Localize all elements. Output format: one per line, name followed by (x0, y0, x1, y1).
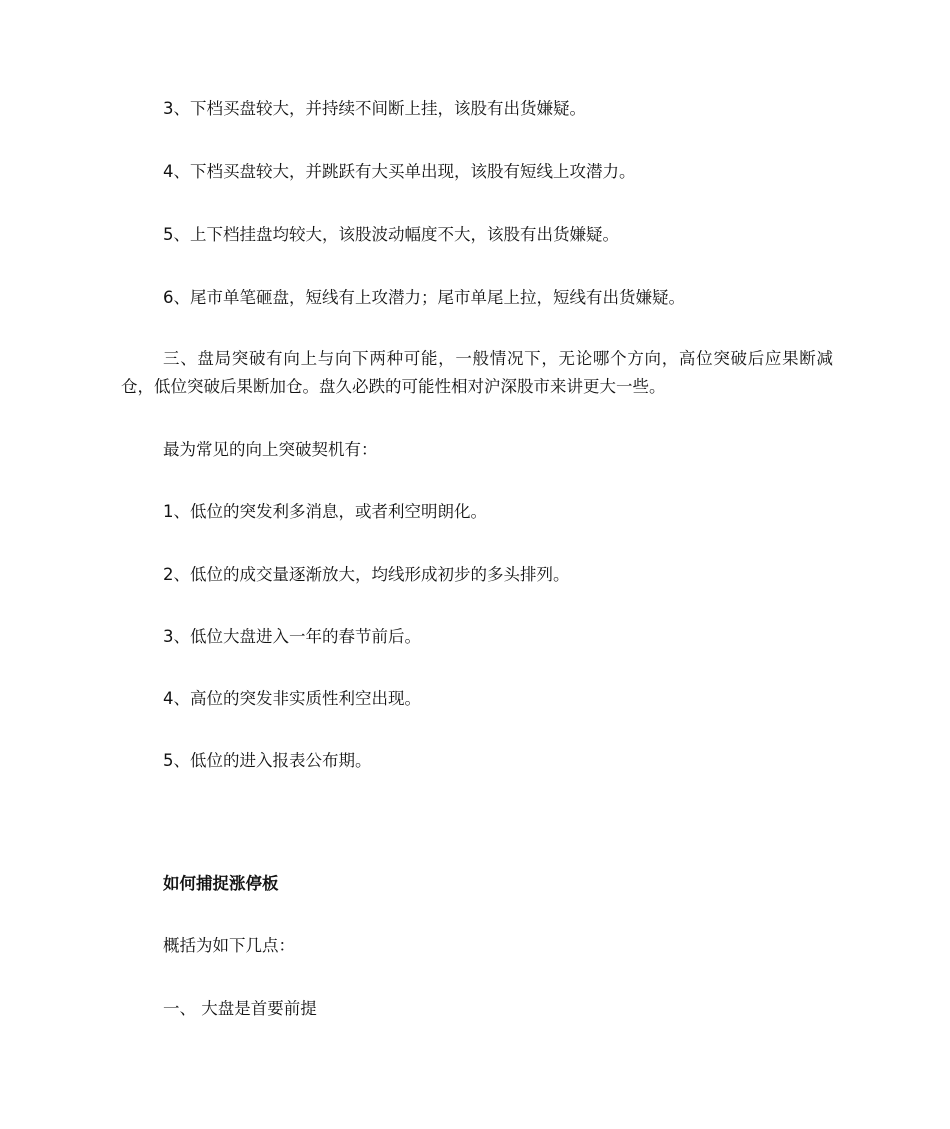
order-book-point-4: 4、下档买盘较大，并跳跃有大买单出现，该股有短线上攻潜力。 (163, 162, 636, 181)
breakout-opportunities-intro: 最为常见的向上突破契机有： (163, 440, 378, 459)
summary-intro: 概括为如下几点： (163, 936, 295, 955)
point-one: 一、 大盘是首要前提 (163, 999, 317, 1018)
breakout-item-4: 4、高位的突发非实质性利空出现。 (163, 689, 421, 708)
order-book-point-5: 5、上下档挂盘均较大，该股波动幅度不大，该股有出货嫌疑。 (163, 225, 619, 244)
breakout-item-5: 5、低位的进入报表公布期。 (163, 751, 372, 770)
section-heading: 如何捕捉涨停板 (163, 874, 279, 893)
breakout-item-3: 3、低位大盘进入一年的春节前后。 (163, 627, 421, 646)
order-book-point-3: 3、下档买盘较大，并持续不间断上挂，该股有出货嫌疑。 (163, 99, 586, 118)
order-book-point-6: 6、尾市单笔砸盘，短线有上攻潜力；尾市单尾上拉，短线有出货嫌疑。 (163, 288, 685, 307)
breakout-paragraph: 三、盘局突破有向上与向下两种可能，一般情况下，无论哪个方向，高位突破后应果断减仓，低位突破后果断加仓。盘久必跌的可能性相对沪深股市来讲更大一些。 (121, 349, 833, 396)
breakout-item-2: 2、低位的成交量逐渐放大，均线形成初步的多头排列。 (163, 565, 570, 584)
breakout-item-1: 1、低位的突发利多消息，或者利空明朗化。 (163, 502, 487, 521)
